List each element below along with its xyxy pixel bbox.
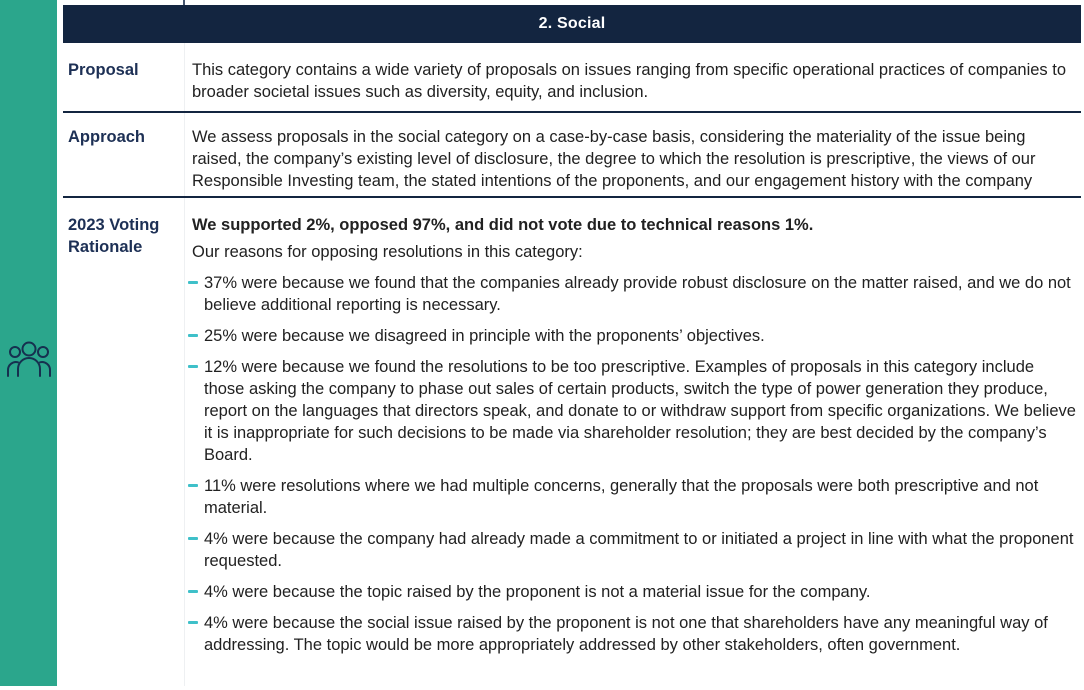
row-label-voting-rationale: 2023 Voting Rationale (68, 216, 160, 256)
table-row-approach (63, 113, 1081, 198)
list-item (188, 272, 1077, 316)
list-item (188, 356, 1077, 466)
people-group-icon (6, 338, 52, 380)
list-item (188, 528, 1077, 572)
row-body-approach: We assess proposals in the social category on a case-by-case basis, considering the materiality of the issue being raised, the company’s existing level of disclosure, the degree to which the resolution is prescriptive, the views of our Responsible Investing team, the stated intentions of the proponents, and our engagement history with the company (192, 128, 1036, 190)
list-item-text: 11% were resolutions where we had multiple concerns, generally that the proposals were both prescriptive and not material. (204, 477, 1039, 517)
table-header-social: 2. Social (63, 5, 1081, 43)
dash-bullet-icon (188, 334, 198, 337)
list-item-text: 4% were because the social issue raised by the proponent is not one that shareholders have any meaningful way of addressing. The topic would be more appropriately addressed by other stakeholders, often government. (204, 614, 1048, 654)
list-item (188, 325, 1077, 347)
row-label-approach: Approach (68, 128, 146, 146)
row-body-voting-rationale (192, 198, 1081, 665)
dash-bullet-icon (188, 365, 198, 368)
table-row-proposal (63, 43, 1081, 113)
list-item (188, 475, 1077, 519)
dash-bullet-icon (188, 281, 198, 284)
list-item-text: 12% were because we found the resolutions to be too prescriptive. Examples of proposals in this category include those asking the company to phase out sales of certain products, switch the type of power generation they produce, report on the languages that directors speak, and donate to or withdraw support from specific organizations. We believe it is inappropriate for such decisions to be made via shareholder resolution; they are best decided by the company’s Board. (204, 358, 1076, 464)
list-item-text: 25% were because we disagreed in principle with the proponents’ objectives. (204, 327, 765, 345)
list-item-text: 4% were because the topic raised by the proponent is not a material issue for the company. (204, 583, 871, 601)
list-item (188, 612, 1077, 656)
list-item-text: 4% were because the company had already made a commitment to or initiated a project in line with what the proponent requested. (204, 530, 1074, 570)
social-category-table (63, 5, 1081, 665)
row-body-proposal: This category contains a wide variety of proposals on issues ranging from specific operational practices of companies to broader societal issues such as diversity, equity, and inclusion. (192, 61, 1067, 101)
dash-bullet-icon (188, 484, 198, 487)
row-label-proposal: Proposal (68, 61, 139, 79)
list-item (188, 581, 1077, 603)
dash-bullet-icon (188, 621, 198, 624)
dash-bullet-icon (188, 590, 198, 593)
dash-bullet-icon (188, 537, 198, 540)
opposing-reasons-list (188, 272, 1077, 656)
voting-summary-line: We supported 2%, opposed 97%, and did not vote due to technical reasons 1%. (192, 216, 814, 234)
opposing-reasons-intro: Our reasons for opposing resolutions in this category: (192, 243, 583, 261)
category-color-bar (0, 0, 57, 686)
list-item-text: 37% were because we found that the companies already provide robust disclosure on the matter raised, and we do not believe additional reporting is necessary. (204, 274, 1071, 314)
table-row-voting-rationale (63, 198, 1081, 665)
